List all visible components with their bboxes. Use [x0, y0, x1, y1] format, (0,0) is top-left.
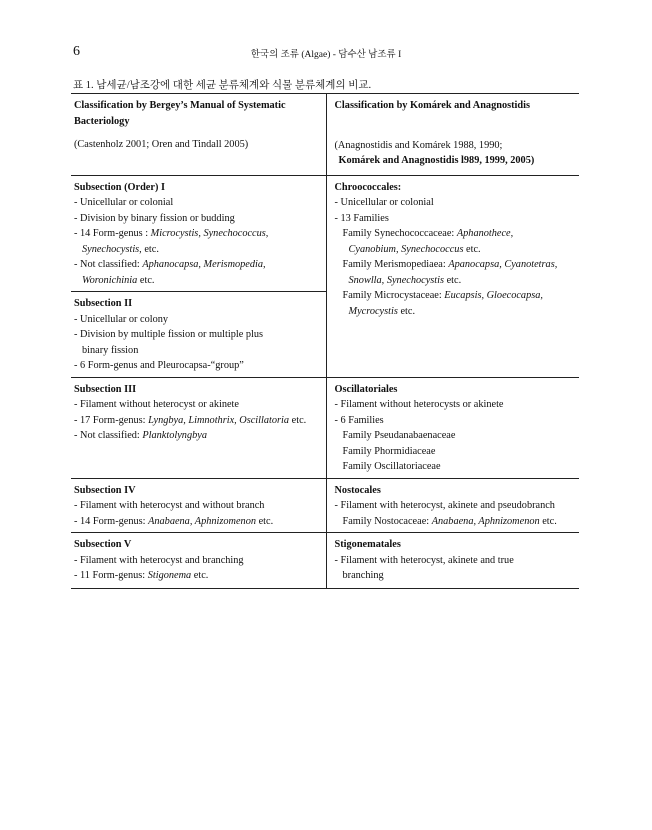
header-komarek — [326, 94, 579, 176]
subsection-4-line: - Filament with heterocyst and without branch — [74, 500, 265, 511]
chroococcales-title: Chroococcales: — [334, 181, 402, 193]
cell-subsection-5 — [71, 533, 326, 589]
nostocales-title: Nostocales — [334, 484, 381, 496]
cell-nostocales — [326, 478, 579, 533]
subsection-1-line: Woronichinia etc. — [82, 274, 155, 286]
subsection-1-line: - Not classified: Aphanocapsa, Merismopedia, — [74, 259, 266, 270]
stigonematales-line: - Filament with heterocyst, akinete and true — [334, 554, 514, 566]
cell-stigonematales — [326, 533, 579, 589]
subsection-2-line: - Division by multiple fission or multiple plus — [74, 329, 264, 340]
header-bergey-title: Classification by Bergey’s Manual of Systematic Bacteriology — [74, 100, 286, 127]
header-bergey-ref: (Castenholz 2001; Oren and Tindall 2005) — [74, 139, 249, 150]
header-komarek-ref-2: Komárek and Anagnostidis l989, 1999, 2005) — [338, 155, 535, 166]
cell-subsection-4 — [71, 478, 326, 533]
oscillatoriales-line: - 6 Families — [334, 414, 384, 426]
cell-subsection-1 — [71, 175, 326, 292]
subsection-2-line: binary fission — [82, 344, 139, 356]
subsection-2-title: Subsection II — [74, 298, 133, 309]
stigonematales-line: branching — [342, 570, 384, 581]
subsection-1-title: Subsection (Order) I — [74, 181, 165, 193]
subsection-1-line: - 14 Form-genus : Microcystis, Synechococcus, — [74, 228, 269, 239]
table-row — [71, 175, 579, 292]
table-header-row — [71, 94, 579, 176]
family-line: Family Oscillatoriaceae — [342, 461, 441, 472]
chroococcales-line: - Unicellular or colonial — [334, 197, 434, 208]
oscillatoriales-line: - Filament without heterocysts or akinete — [334, 399, 504, 410]
subsection-2-line: - Unicellular or colony — [74, 313, 169, 325]
subsection-3-title: Subsection III — [74, 383, 137, 395]
subsection-5-title: Subsection V — [74, 539, 132, 550]
family-line: Family Microcystaceae: Eucapsis, Gloecocapsa, — [342, 290, 543, 301]
subsection-5-line: - 11 Form-genus: Stigonema etc. — [74, 570, 209, 581]
stigonematales-title: Stigonematales — [334, 539, 401, 550]
family-line: Cyanobium, Synechococcus etc. — [348, 243, 481, 255]
header-bergey — [71, 94, 326, 176]
header-komarek-ref-1: (Anagnostidis and Komárek 1988, 1990; — [334, 139, 503, 151]
family-line: Snowlla, Synechocystis etc. — [348, 274, 462, 286]
cell-oscillatoriales — [326, 377, 579, 478]
family-line: Family Pseudanabaenaceae — [342, 430, 456, 441]
classification-table — [71, 93, 579, 589]
cell-chroococcales — [326, 175, 579, 377]
subsection-4-title: Subsection IV — [74, 484, 136, 496]
subsection-3-line: - Not classified: Planktolyngbya — [74, 430, 207, 441]
chroococcales-line: - 13 Families — [334, 212, 389, 224]
table-row — [71, 478, 579, 533]
oscillatoriales-title: Oscillatoriales — [334, 383, 398, 395]
table-row — [71, 533, 579, 589]
family-line: Family Merismopediaea: Apanocapsa, Cyanotetras, — [342, 259, 558, 270]
subsection-1-line: - Division by binary fission or budding — [74, 212, 235, 224]
family-line: Family Phormidiaceae — [342, 445, 436, 457]
table-row — [71, 377, 579, 478]
subsection-1-line: Synechocystis, etc. — [82, 243, 159, 255]
page-number: 6 — [73, 44, 80, 59]
subsection-2-line: - 6 Form-genus and Pleurocapsa-“group” — [74, 360, 244, 371]
subsection-4-line: - 14 Form-genus: Anabaena, Aphnizomenon etc. — [74, 515, 274, 527]
subsection-3-line: - 17 Form-genus: Lyngbya, Limnothrix, Oscillatoria etc. — [74, 414, 307, 426]
nostocales-line: - Filament with heterocyst, akinete and pseudobranch — [334, 500, 555, 511]
subsection-3-line: - Filament without heterocyst or akinete — [74, 399, 239, 410]
subsection-5-line: - Filament with heterocyst and branching — [74, 554, 244, 566]
family-line: Family Synechococcaceae: Aphanothece, — [342, 228, 514, 239]
family-line: Mycrocystis etc. — [348, 305, 416, 317]
table-caption: 표 1. 남세균/남조강에 대한 세균 분류체계와 식물 분류체계의 비교. — [73, 80, 372, 91]
family-line: Family Nostocaceae: Anabaena, Aphnizomenon etc. — [342, 515, 557, 527]
header-komarek-title: Classification by Komárek and Anagnostidis — [334, 100, 530, 111]
subsection-1-line: - Unicellular or colonial — [74, 197, 174, 208]
cell-subsection-2 — [71, 292, 326, 378]
running-head: 한국의 조류 (Algae) - 담수산 남조류 I — [250, 50, 402, 60]
cell-subsection-3 — [71, 377, 326, 478]
